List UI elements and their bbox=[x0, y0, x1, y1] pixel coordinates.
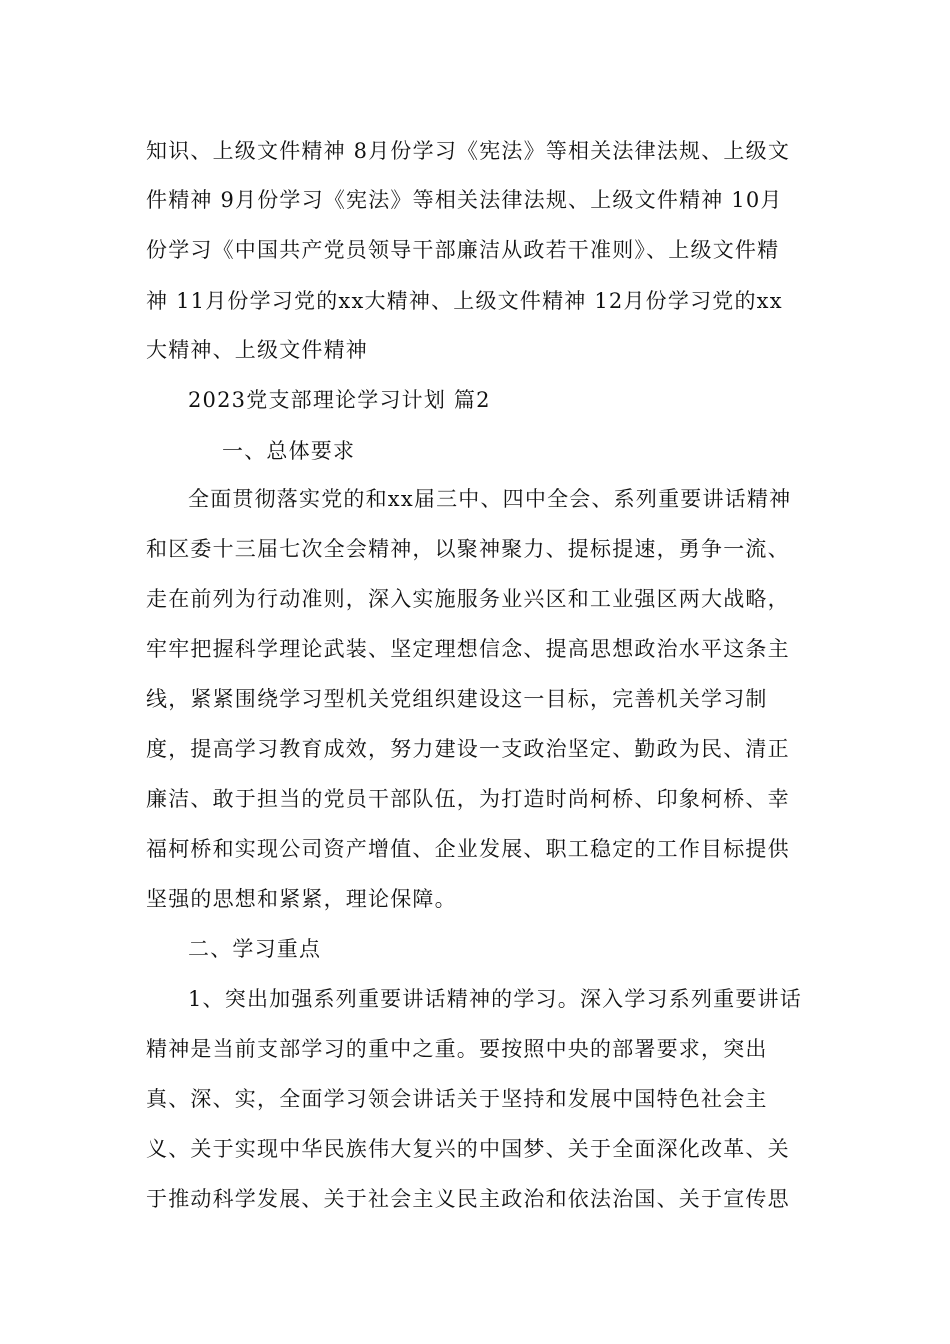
body-text-line: 和区委十三届七次全会精神，以聚神聚力、提标提速，勇争一流、 bbox=[146, 537, 790, 561]
section-heading: 二、学习重点 bbox=[188, 937, 322, 961]
body-text-line: 廉洁、敢于担当的党员干部队伍，为打造时尚柯桥、印象柯桥、幸 bbox=[146, 787, 790, 811]
body-text-line: 福柯桥和实现公司资产增值、企业发展、职工稳定的工作目标提供 bbox=[146, 837, 790, 861]
body-text-line: 知识、上级文件精神 8月份学习《宪法》等相关法律法规、上级文 bbox=[146, 139, 791, 163]
body-text-line: 大精神、上级文件精神 bbox=[146, 338, 368, 362]
section-title: 2023党支部理论学习计划 篇2 bbox=[188, 388, 491, 412]
body-text-line: 真、深、实，全面学习领会讲话关于坚持和发展中国特色社会主 bbox=[146, 1087, 768, 1111]
body-text-line: 件精神 9月份学习《宪法》等相关法律法规、上级文件精神 10月 bbox=[146, 188, 783, 212]
body-text-line: 1、突出加强系列重要讲话精神的学习。深入学习系列重要讲话 bbox=[188, 987, 802, 1011]
body-text-line: 走在前列为行动准则，深入实施服务业兴区和工业强区两大战略， bbox=[146, 587, 790, 611]
body-text-line: 坚强的思想和紧紧，理论保障。 bbox=[146, 887, 457, 911]
body-text-line: 度，提高学习教育成效，努力建设一支政治坚定、勤政为民、清正 bbox=[146, 737, 790, 761]
body-text-line: 牢牢把握科学理论武装、坚定理想信念、提高思想政治水平这条主 bbox=[146, 637, 790, 661]
section-heading: 一、总体要求 bbox=[222, 439, 356, 463]
body-text-line: 全面贯彻落实党的和xx届三中、四中全会、系列重要讲话精神 bbox=[188, 487, 792, 511]
body-text-line: 精神是当前支部学习的重中之重。要按照中央的部署要求，突出 bbox=[146, 1037, 768, 1061]
body-text-line: 神 11月份学习党的xx大精神、上级文件精神 12月份学习党的xx bbox=[146, 289, 783, 313]
body-text-line: 于推动科学发展、关于社会主义民主政治和依法治国、关于宣传思 bbox=[146, 1187, 790, 1211]
body-text-line: 义、关于实现中华民族伟大复兴的中国梦、关于全面深化改革、关 bbox=[146, 1137, 790, 1161]
body-text-line: 线，紧紧围绕学习型机关党组织建设这一目标，完善机关学习制 bbox=[146, 687, 768, 711]
body-text-line: 份学习《中国共产党员领导干部廉洁从政若干准则》、上级文件精 bbox=[146, 238, 780, 262]
